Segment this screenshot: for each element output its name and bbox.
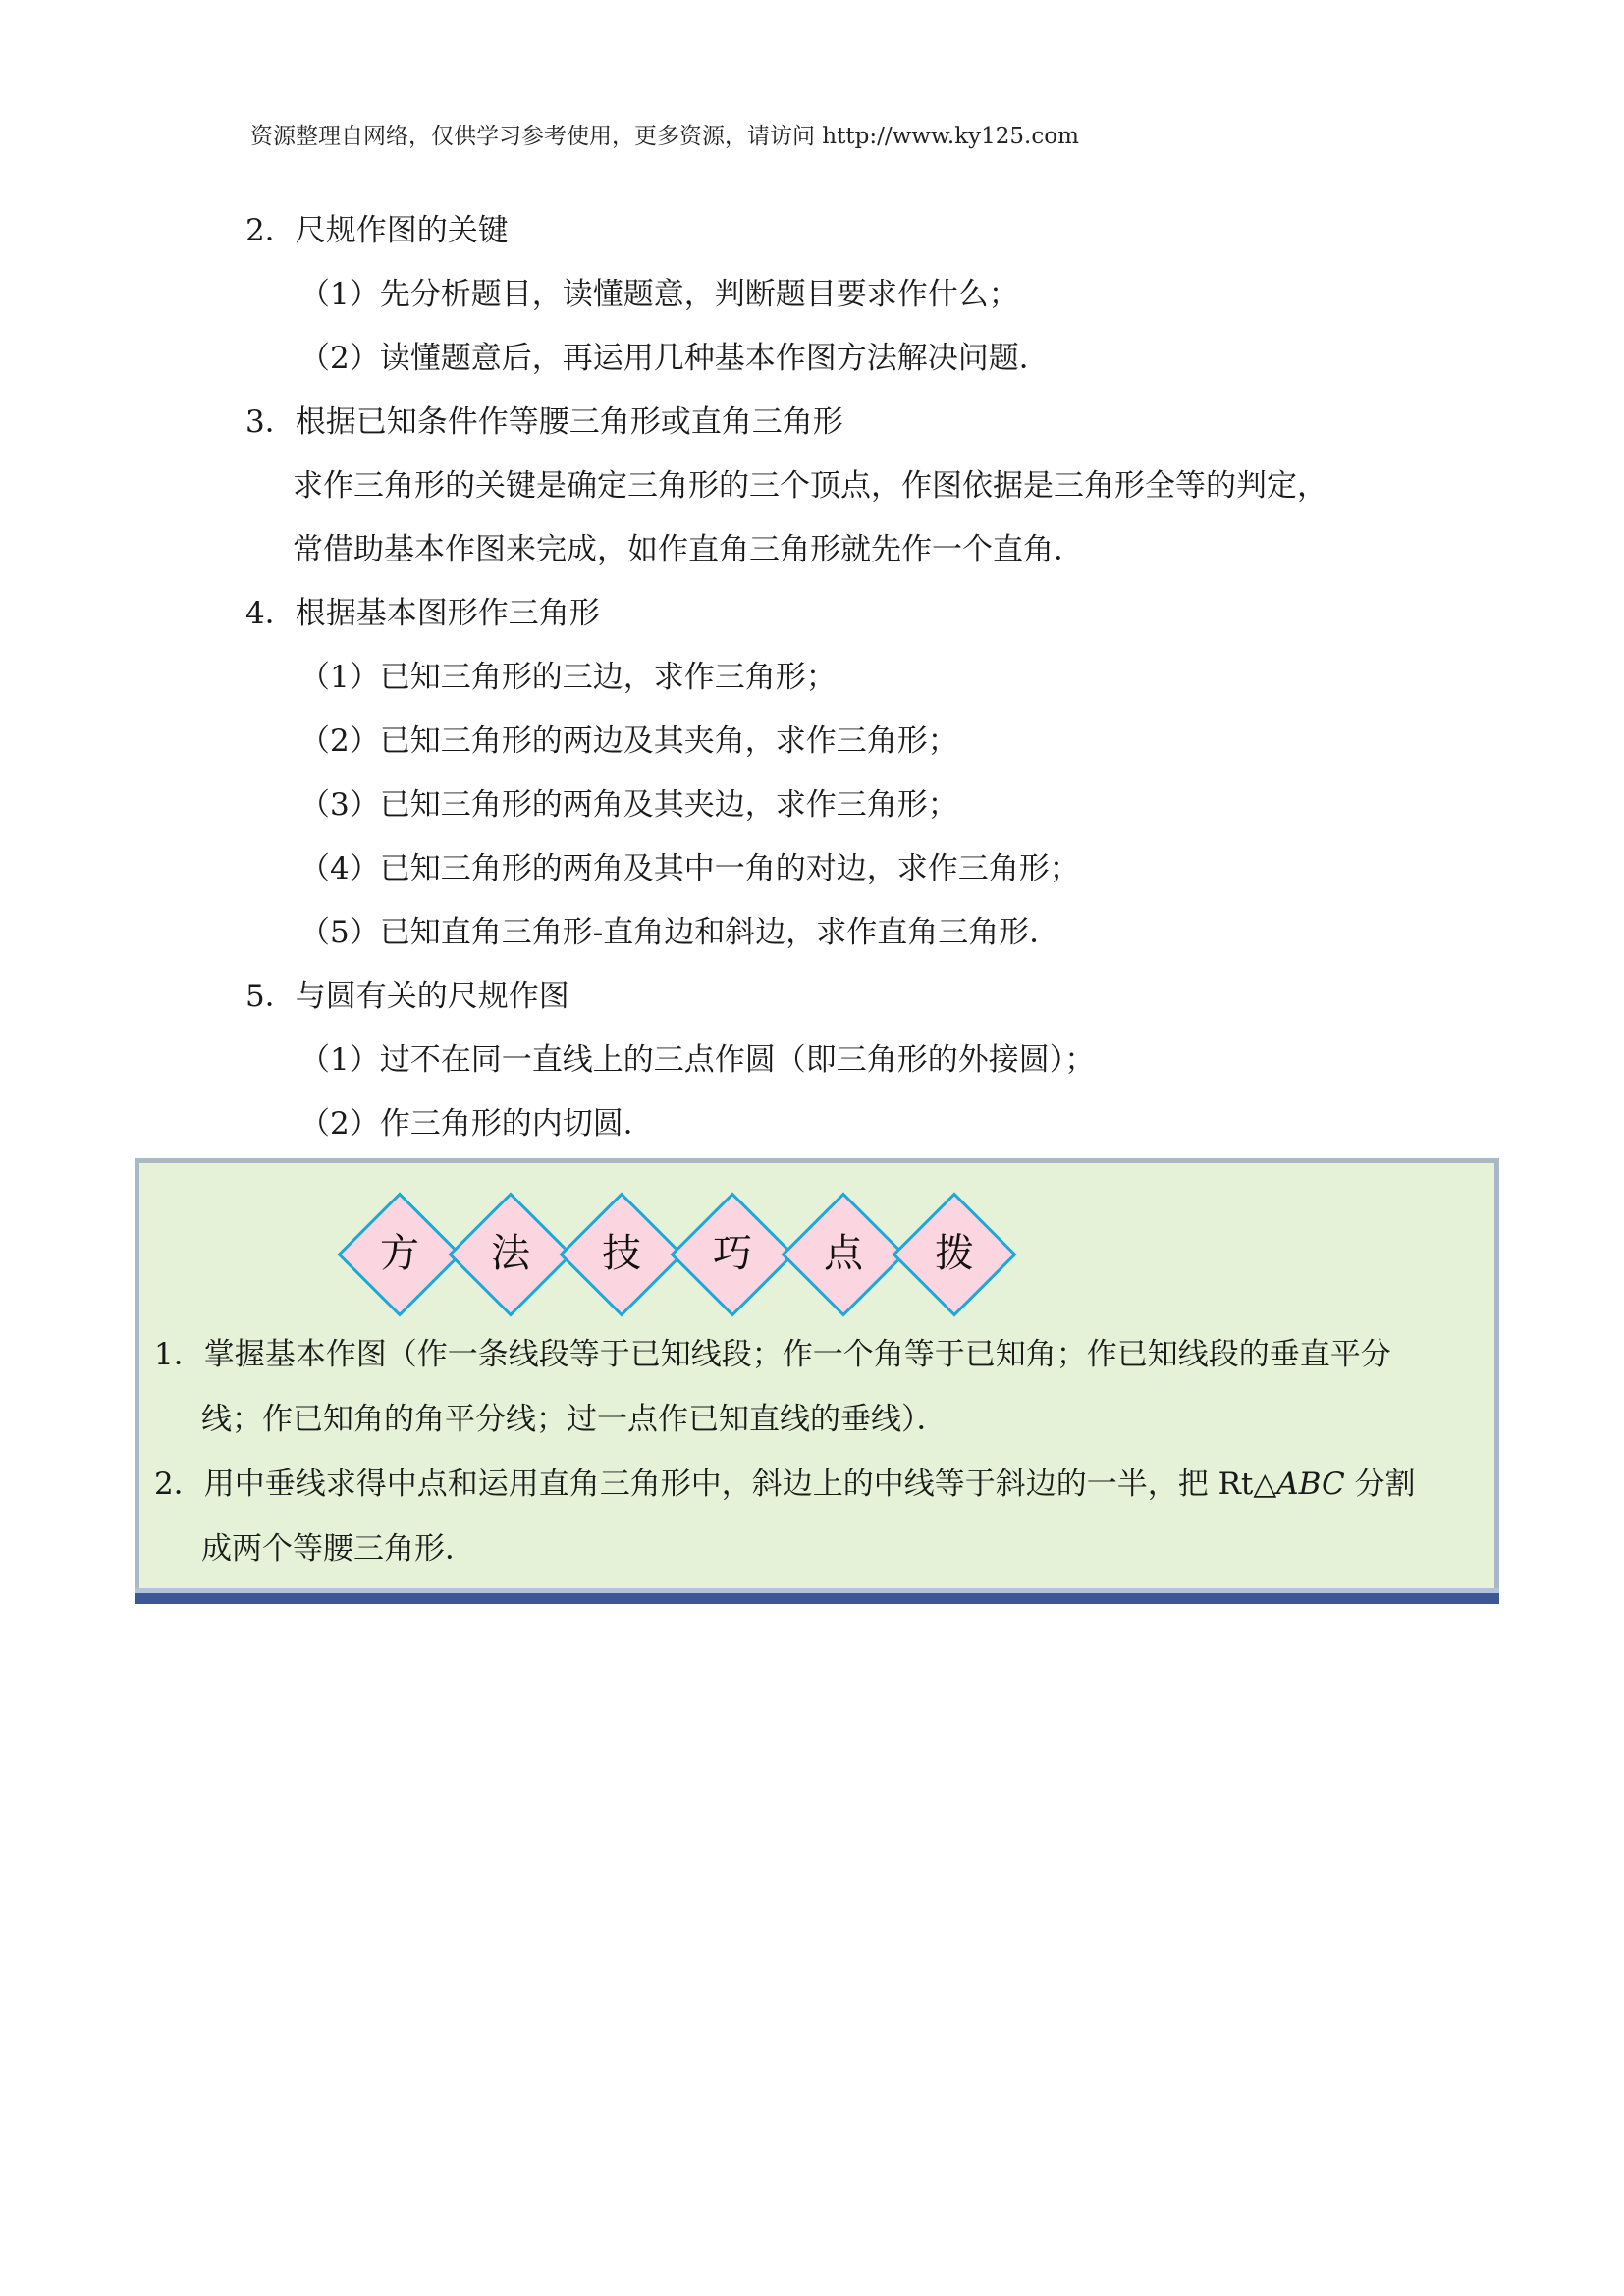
banner-char: 技: [602, 1231, 641, 1276]
main-content: [245, 206, 1424, 1163]
banner-diamond: [900, 1183, 1008, 1325]
tips-box-bottom-border: [135, 1588, 1499, 1604]
text-line: （4）已知三角形的两角及其中一角的对边，求作三角形；: [299, 851, 1080, 886]
page-header: 资源整理自网络，仅供学习参考使用，更多资源，请访问 http://www.ky125.com: [250, 124, 1079, 149]
tip-line: 1．掌握基本作图（作一条线段等于已知线段；作一个角等于已知角；作已知线段的垂直平分: [154, 1337, 1391, 1372]
text-line: 常借助基本作图来完成，如作直角三角形就先作一个直角．: [293, 532, 1084, 567]
banner-diamond: [457, 1183, 565, 1325]
banner-char: 法: [491, 1231, 530, 1276]
text-line: 求作三角形的关键是确定三角形的三个顶点，作图依据是三角形全等的判定，: [293, 468, 1327, 504]
tip-line: 成两个等腰三角形．: [201, 1531, 475, 1567]
text-line: （1）已知三角形的三边，求作三角形；: [299, 660, 837, 695]
text-line: （1）先分析题目，读懂题意，判断题目要求作什么；: [299, 277, 1019, 312]
text-line: （3）已知三角形的两角及其夹边，求作三角形；: [299, 787, 958, 823]
triangle-label: ABC: [1276, 1467, 1345, 1502]
banner-diamond: [789, 1183, 897, 1325]
tip-line: [154, 1460, 1480, 1524]
text-line: （5）已知直角三角形-直角边和斜边，求作直角三角形．: [299, 915, 1060, 950]
text-line: 3．根据已知条件作等腰三角形或直角三角形: [245, 404, 843, 440]
tips-content: [154, 1330, 1480, 1589]
text-line: 2．尺规作图的关键: [245, 213, 509, 248]
banner-diamond: [678, 1183, 786, 1325]
text-line: （1）过不在同一直线上的三点作圆（即三角形的外接圆）；: [299, 1042, 1096, 1078]
tips-banner: [346, 1183, 1327, 1325]
tip-line: 线；作已知角的角平分线；过一点作已知直线的垂线）．: [201, 1402, 947, 1437]
text-line: （2）作三角形的内切圆．: [299, 1106, 654, 1142]
banner-char: 方: [380, 1231, 419, 1276]
banner-char: 拨: [935, 1231, 974, 1276]
text-line: 5．与圆有关的尺规作图: [245, 979, 569, 1014]
tip-text: 2．用中垂线求得中点和运用直角三角形中，斜边上的中线等于斜边的一半，把 Rt△: [154, 1467, 1277, 1502]
banner-char: 点: [824, 1231, 863, 1276]
banner-diamond: [568, 1183, 676, 1325]
text-line: 4．根据基本图形作三角形: [245, 596, 600, 631]
text-line: （2）读懂题意后，再运用几种基本作图方法解决问题．: [299, 341, 1050, 376]
banner-char: 巧: [713, 1231, 752, 1276]
tip-text: 分割: [1344, 1467, 1416, 1502]
banner-diamond: [346, 1183, 454, 1325]
text-line: （2）已知三角形的两边及其夹角，求作三角形；: [299, 723, 958, 759]
